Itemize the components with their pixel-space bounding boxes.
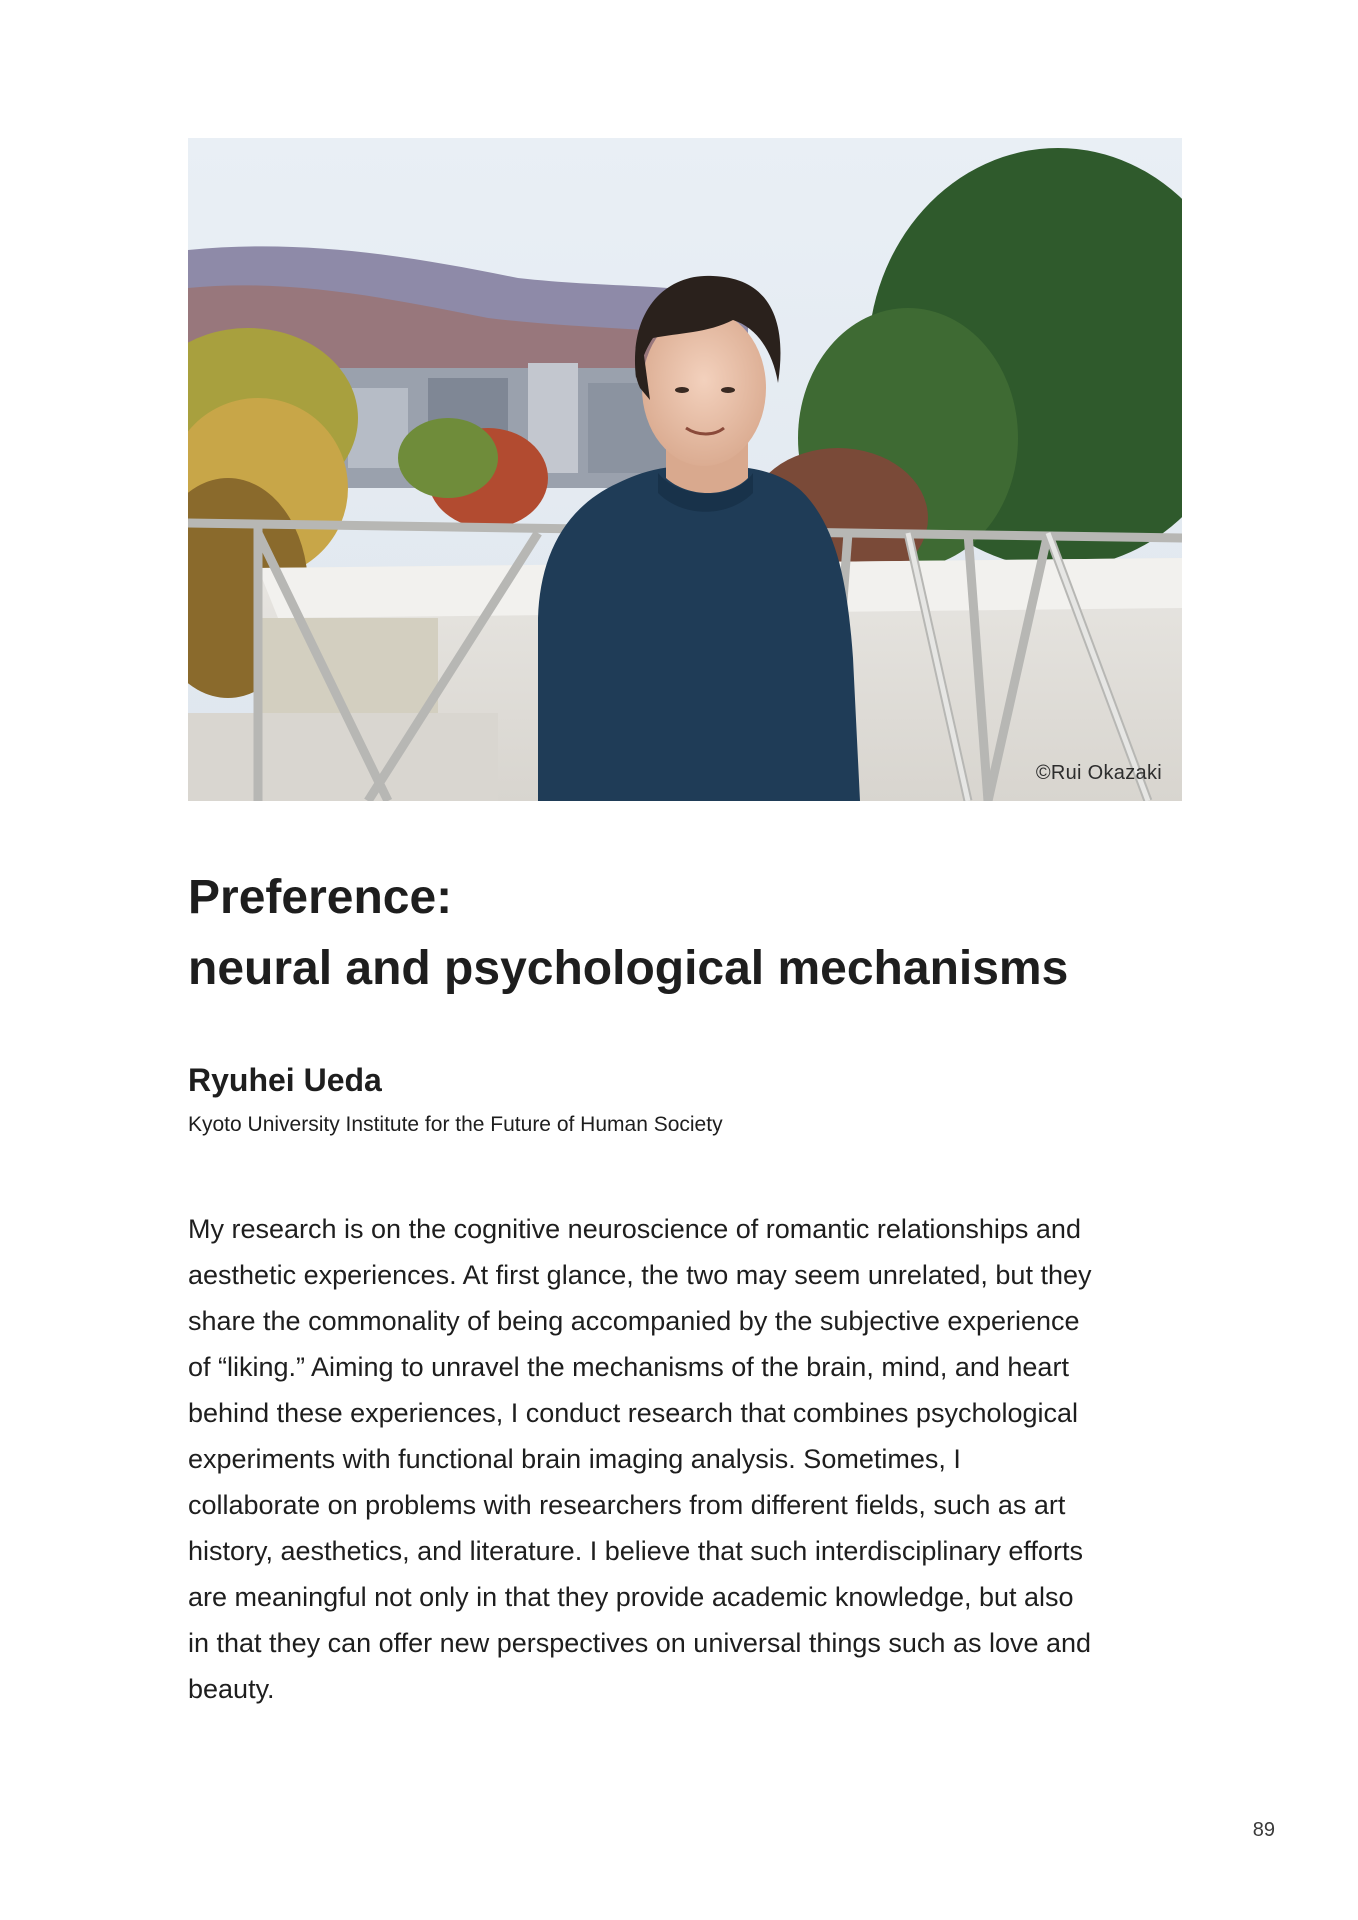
body-line: are meaningful not only in that they provide academic knowledge, but also — [188, 1582, 1074, 1612]
portrait-photo — [188, 138, 1182, 801]
author-affiliation: Kyoto University Institute for the Future of Human Society — [188, 1113, 723, 1136]
title-line-1: Preference: — [188, 871, 453, 924]
portrait-photo-illustration — [188, 138, 1182, 801]
article-body — [188, 1206, 1188, 1712]
page-number: 89 — [1252, 1819, 1275, 1841]
title-line-2: neural and psychological mechanisms — [188, 942, 1069, 995]
body-line: of “liking.” Aiming to unravel the mechanisms of the brain, mind, and heart — [188, 1352, 1069, 1382]
body-line: aesthetic experiences. At first glance, the two may seem unrelated, but they — [188, 1260, 1092, 1290]
body-line: history, aesthetics, and literature. I believe that such interdisciplinary efforts — [188, 1536, 1083, 1566]
body-line: beauty. — [188, 1674, 275, 1704]
body-line: experiments with functional brain imaging analysis. Sometimes, I — [188, 1444, 961, 1474]
body-line: behind these experiences, I conduct research that combines psychological — [188, 1398, 1079, 1428]
photo-credit: ©Rui Okazaki — [1035, 762, 1162, 784]
body-line: share the commonality of being accompanied by the subjective experience — [188, 1306, 1080, 1336]
article-title — [188, 862, 1188, 1004]
body-line: My research is on the cognitive neuroscience of romantic relationships and — [188, 1214, 1081, 1244]
author-name: Ryuhei Ueda — [188, 1062, 382, 1098]
body-line: collaborate on problems with researchers from different fields, such as art — [188, 1490, 1066, 1520]
body-line: in that they can offer new perspectives on universal things such as love and — [188, 1628, 1092, 1658]
